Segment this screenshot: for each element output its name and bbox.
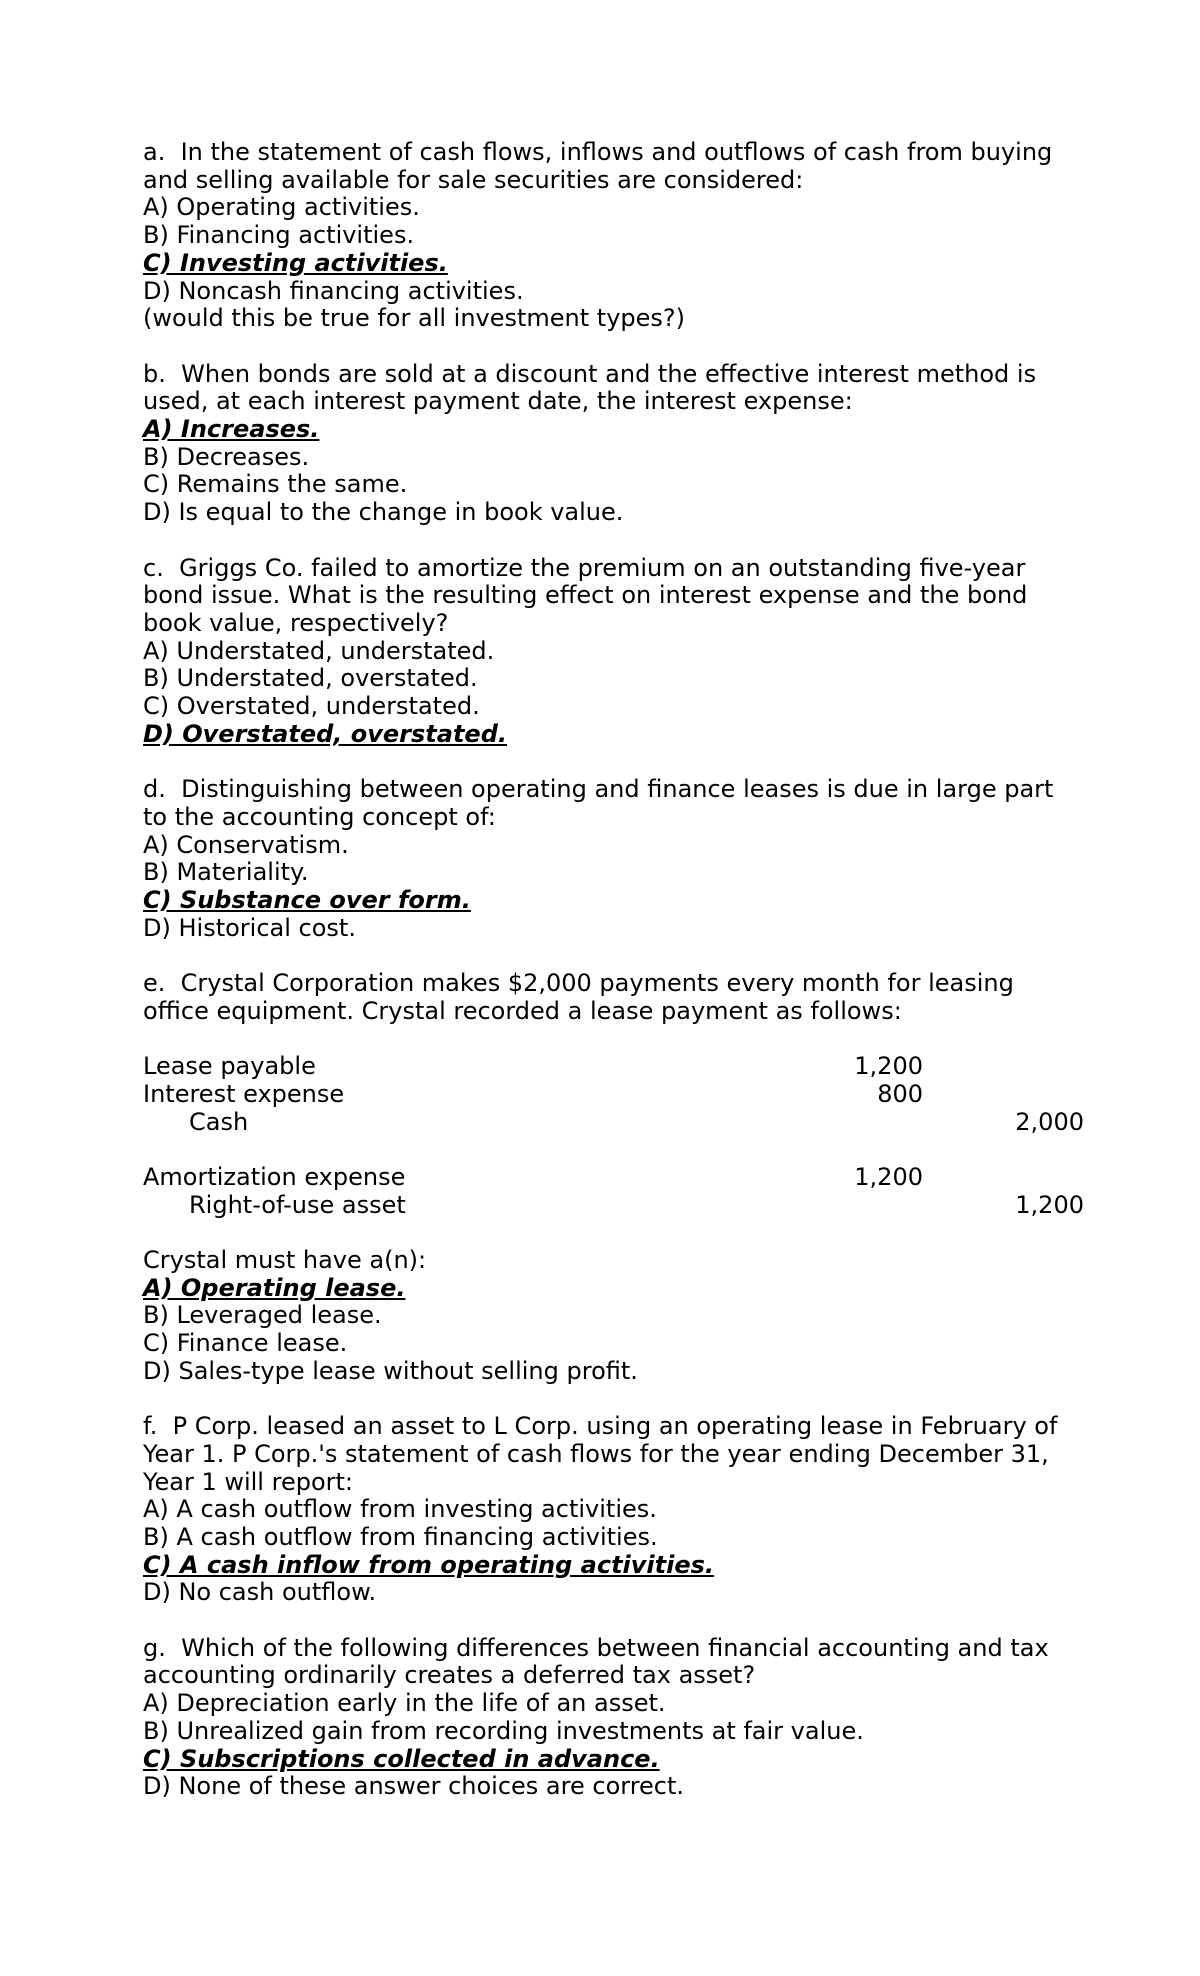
question-e-option-c: C) Finance lease.	[143, 1329, 348, 1358]
journal-entry-amortization	[143, 1164, 1093, 1219]
journal-credit: 2,000	[1015, 1107, 1084, 1136]
question-d-option-a: A) Conservatism.	[143, 830, 349, 859]
question-a	[143, 139, 1093, 333]
journal-entry-lease-payment	[143, 1053, 1093, 1136]
journal-account: Right-of-use asset	[189, 1190, 406, 1219]
question-f-option-d: D) No cash outflow.	[143, 1578, 377, 1607]
journal-account: Interest expense	[143, 1079, 345, 1108]
question-c-option-a: A) Understated, understated.	[143, 636, 495, 665]
question-b-option-d: D) Is equal to the change in book value.	[143, 498, 624, 527]
journal-row	[143, 1164, 1093, 1192]
journal-row	[143, 1081, 1093, 1109]
journal-debit: 1,200	[854, 1162, 923, 1191]
question-b-option-c: C) Remains the same.	[143, 470, 408, 499]
question-e-option-b: B) Leveraged lease.	[143, 1301, 382, 1330]
question-c-stem-line: c. Griggs Co. failed to amortize the premium on an outstanding five-year	[143, 553, 1026, 582]
question-b-option-a-answer: A) Increases.	[143, 415, 320, 444]
question-a-stem-line: and selling available for sale securities are considered:	[143, 165, 804, 194]
question-a-option-d: D) Noncash financing activities.	[143, 276, 524, 305]
spacer	[143, 1219, 1093, 1247]
journal-row	[143, 1109, 1093, 1137]
question-c-option-c: C) Overstated, understated.	[143, 692, 480, 721]
journal-debit: 800	[877, 1079, 923, 1108]
question-a-option-b: B) Financing activities.	[143, 221, 415, 250]
question-f-stem-line: Year 1. P Corp.'s statement of cash flows for the year ending December 31,	[143, 1439, 1049, 1468]
spacer	[143, 527, 1093, 555]
question-b-stem-line: b. When bonds are sold at a discount and the effective interest method is	[143, 359, 1037, 388]
question-f-stem-line: Year 1 will report:	[143, 1467, 353, 1496]
question-list	[143, 139, 1093, 1801]
question-g-option-c-answer: C) Subscriptions collected in advance.	[143, 1744, 660, 1773]
journal-credit: 1,200	[1015, 1190, 1084, 1219]
question-f	[143, 1413, 1093, 1607]
spacer	[143, 942, 1093, 970]
question-b	[143, 361, 1093, 527]
question-g-option-d: D) None of these answer choices are correct.	[143, 1772, 685, 1801]
journal-row	[143, 1192, 1093, 1220]
spacer	[143, 333, 1093, 361]
question-g-option-a: A) Depreciation early in the life of an asset.	[143, 1689, 666, 1718]
question-c-stem-line: bond issue. What is the resulting effect on interest expense and the bond	[143, 581, 1028, 610]
spacer	[143, 1607, 1093, 1635]
question-d-option-b: B) Materiality.	[143, 858, 309, 887]
question-g-stem-line: g. Which of the following differences between financial accounting and tax	[143, 1633, 1049, 1662]
question-e-option-d: D) Sales-type lease without selling profit.	[143, 1356, 638, 1385]
question-a-option-a: A) Operating activities.	[143, 193, 420, 222]
question-c-stem-line: book value, respectively?	[143, 608, 449, 637]
journal-account: Lease payable	[143, 1052, 316, 1081]
journal-account: Amortization expense	[143, 1162, 406, 1191]
question-e-stem-line: office equipment. Crystal recorded a lease payment as follows:	[143, 996, 902, 1025]
question-e-option-a-answer: A) Operating lease.	[143, 1273, 406, 1302]
question-c-option-d-answer: D) Overstated, overstated.	[143, 719, 508, 748]
question-e	[143, 970, 1093, 1385]
question-f-stem-line: f. P Corp. leased an asset to L Corp. using an operating lease in February of	[143, 1412, 1058, 1441]
spacer	[143, 1385, 1093, 1413]
question-b-option-b: B) Decreases.	[143, 442, 310, 471]
question-f-option-a: A) A cash outflow from investing activities.	[143, 1495, 657, 1524]
question-e-stem-line: e. Crystal Corporation makes $2,000 payments every month for leasing	[143, 969, 1014, 998]
spacer	[143, 1136, 1093, 1164]
journal-debit: 1,200	[854, 1052, 923, 1081]
question-c	[143, 555, 1093, 749]
spacer	[143, 1025, 1093, 1053]
question-a-option-c-answer: C) Investing activities.	[143, 248, 448, 277]
question-d-stem-line: to the accounting concept of:	[143, 802, 496, 831]
question-d-option-c-answer: C) Substance over form.	[143, 885, 471, 914]
question-e-prompt: Crystal must have a(n):	[143, 1245, 427, 1274]
question-d	[143, 776, 1093, 942]
question-a-stem-line: a. In the statement of cash flows, inflows and outflows of cash from buying	[143, 138, 1053, 166]
question-f-option-c-answer: C) A cash inflow from operating activities.	[143, 1550, 715, 1579]
spacer	[143, 748, 1093, 776]
journal-row	[143, 1053, 1093, 1081]
question-g	[143, 1635, 1093, 1801]
question-g-stem-line: accounting ordinarily creates a deferred tax asset?	[143, 1661, 756, 1690]
question-d-stem-line: d. Distinguishing between operating and finance leases is due in large part	[143, 775, 1054, 804]
question-d-option-d: D) Historical cost.	[143, 913, 356, 942]
question-g-option-b: B) Unrealized gain from recording investments at fair value.	[143, 1716, 864, 1745]
question-a-note: (would this be true for all investment types?)	[143, 304, 686, 333]
journal-account: Cash	[189, 1107, 249, 1136]
question-f-option-b: B) A cash outflow from financing activities.	[143, 1522, 658, 1551]
question-c-option-b: B) Understated, overstated.	[143, 664, 478, 693]
question-b-stem-line: used, at each interest payment date, the interest expense:	[143, 387, 853, 416]
